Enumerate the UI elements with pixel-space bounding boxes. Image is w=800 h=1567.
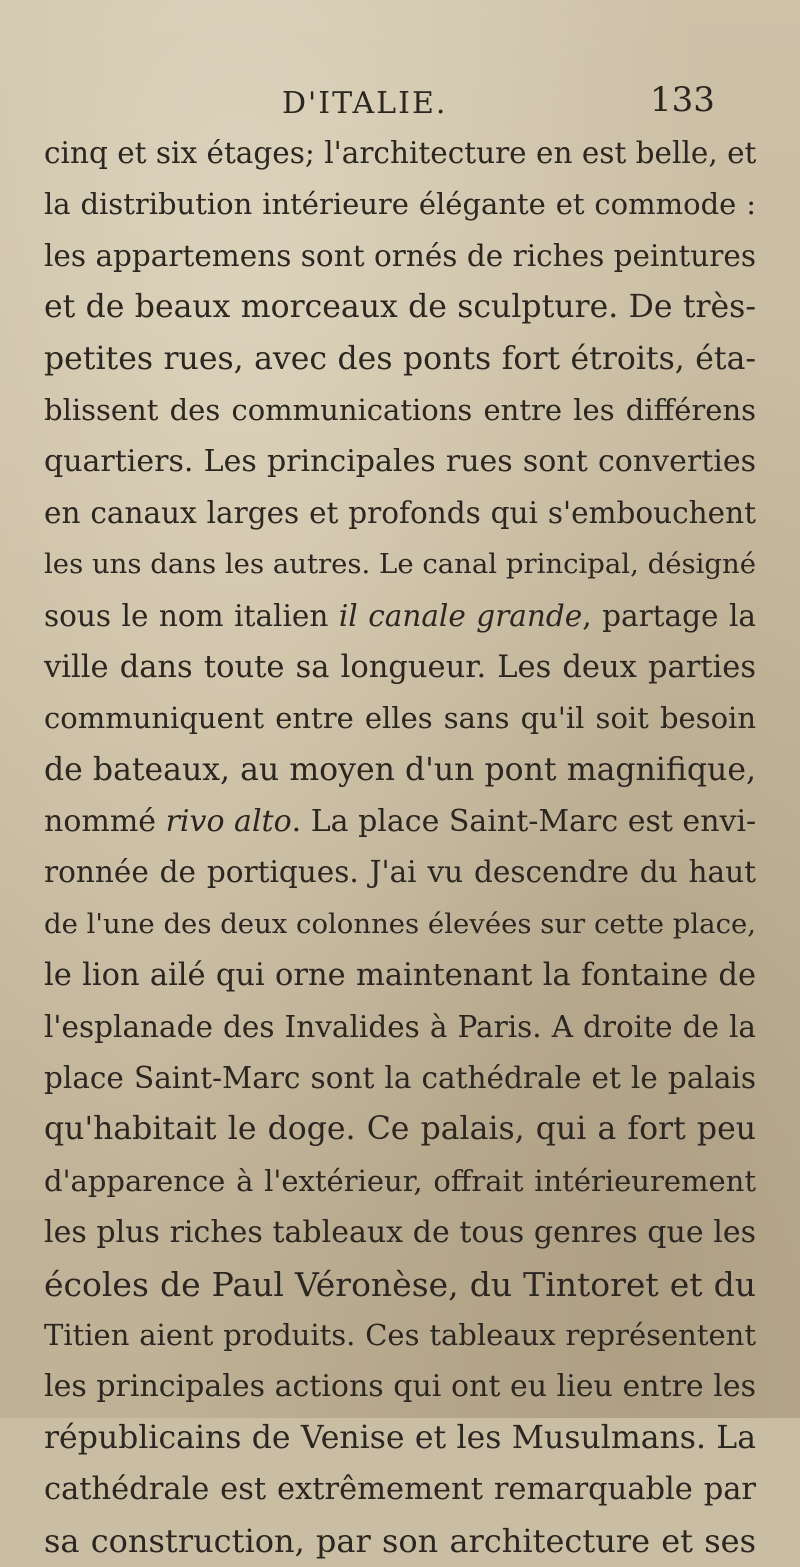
text-line-17: le lion ailé qui orne maintenant la fontaine de: [44, 958, 756, 994]
text-line-13: de bateaux, au moyen d'un pont magnifique,: [44, 751, 756, 788]
body-text: [44, 128, 756, 1567]
page-header: [0, 80, 800, 124]
text-line-18: l'esplanade des Invalides à Paris. A droite de la: [44, 1009, 756, 1044]
text-line-27: cathédrale est extrêmement remarquable par: [44, 1472, 756, 1508]
text-line-4: et de beaux morceaux de sculpture. De très-: [44, 289, 756, 326]
text-line-26: républicains de Venise et les Musulmans. La: [44, 1419, 756, 1456]
text-line-15: ronnée de portiques. J'ai vu descendre du haut: [44, 855, 756, 890]
text-line-20: qu'habitait le doge. Ce palais, qui a fort peu: [44, 1111, 756, 1148]
text-line-10: sous le nom italien il canale grande, partage la: [44, 598, 756, 633]
text-line-3: les appartemens sont ornés de riches peintures: [44, 238, 756, 273]
text-line-1: cinq et six étages; l'architecture en est belle, et: [44, 136, 757, 170]
text-line-5: petites rues, avec des ponts fort étroits, éta-: [44, 340, 756, 377]
running-title: D'ITALIE.: [282, 86, 448, 121]
text-line-14: nommé rivo alto. La place Saint-Marc est envi-: [44, 804, 757, 840]
page-number: 133: [650, 80, 715, 120]
text-line-21: d'apparence à l'extérieur, offrait intérieurement: [44, 1163, 756, 1198]
text-line-16: de l'une des deux colonnes élevées sur cette place,: [44, 907, 756, 940]
text-line-8: en canaux larges et profonds qui s'embouchent: [44, 495, 756, 530]
text-line-25: les principales actions qui ont eu lieu entre les: [44, 1369, 756, 1405]
text-line-9: les uns dans les autres. Le canal principal, désigné: [44, 548, 756, 581]
text-line-24: Titien aient produits. Ces tableaux représentent: [44, 1317, 756, 1352]
text-line-11: ville dans toute sa longueur. Les deux parties: [44, 649, 756, 685]
text-line-6: blissent des communications entre les différens: [44, 392, 756, 427]
text-line-2: la distribution intérieure élégante et commode :: [44, 187, 756, 222]
text-line-12: communiquent entre elles sans qu'il soit besoin: [44, 701, 756, 736]
text-line-22: les plus riches tableaux de tous genres que les: [44, 1215, 756, 1251]
text-line-19: place Saint-Marc sont la cathédrale et le palais: [44, 1061, 756, 1096]
text-line-23: écoles de Paul Véronèse, du Tintoret et du: [44, 1264, 756, 1304]
text-line-7: quartiers. Les principales rues sont converties: [44, 444, 756, 480]
text-line-28: sa construction, par son architecture et ses: [44, 1521, 756, 1560]
